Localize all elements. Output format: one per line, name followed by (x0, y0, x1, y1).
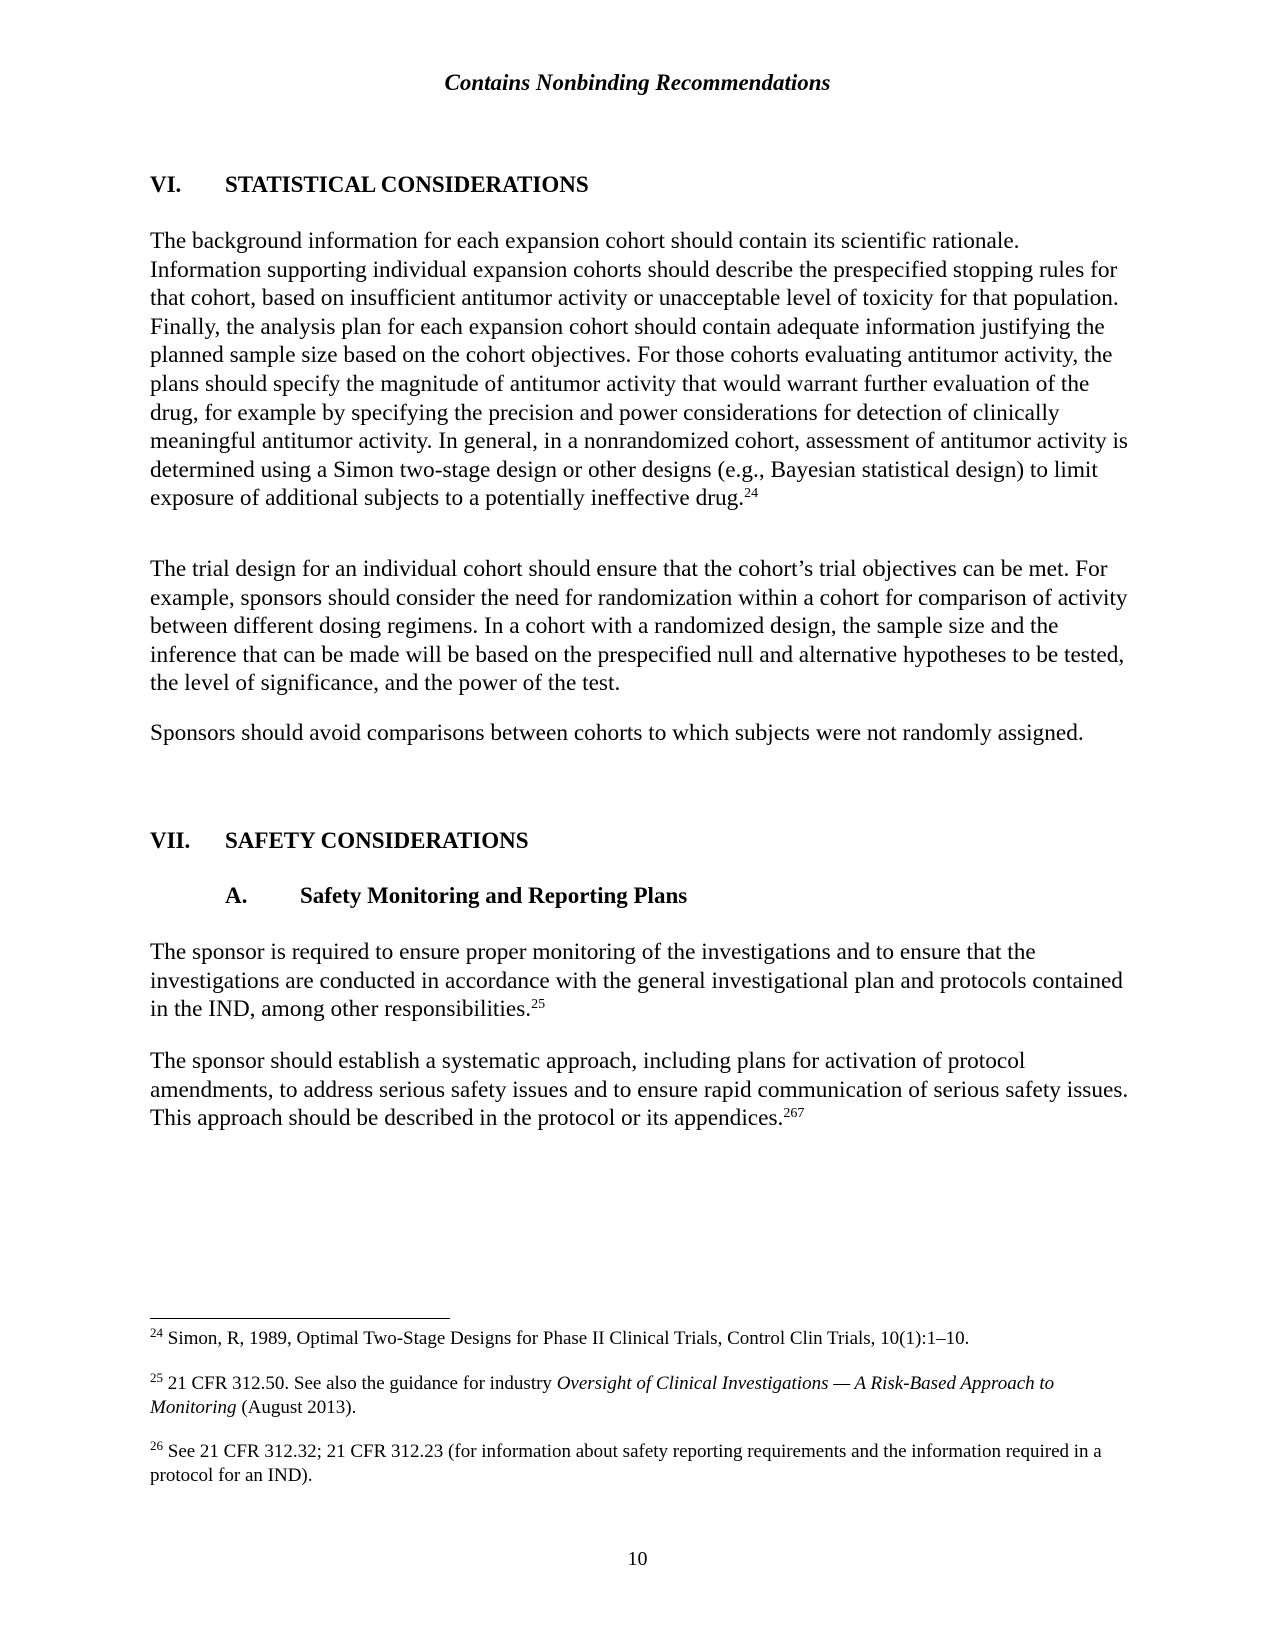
footnote-26-text: See 21 CFR 312.32; 21 CFR 312.23 (for information about safety reporting requirements and the information required in a protocol for an IND). (150, 1441, 1102, 1486)
footnote-ref-267[interactable]: 267 (783, 1106, 805, 1122)
page-number: 10 (627, 1548, 648, 1570)
section-7-paragraph-1 (150, 938, 1130, 1024)
footnote-25-text-pre: 21 CFR 312.50. See also the guidance for industry (163, 1373, 557, 1394)
footnote-24-marker: 24 (150, 1325, 163, 1340)
footnote-25 (150, 1372, 1140, 1420)
footnote-25-marker: 25 (150, 1370, 163, 1385)
section-7-title: SAFETY CONSIDERATIONS (225, 828, 529, 853)
footnote-25-guidance-title: Oversight of Clinical Investigations — A Risk-Based Approach to Monitoring (150, 1373, 1055, 1418)
footnote-26-marker: 26 (150, 1438, 163, 1453)
footnote-26 (150, 1440, 1140, 1488)
section-6-heading (150, 172, 589, 198)
section-7a-heading (225, 883, 687, 909)
footnote-24 (150, 1327, 1140, 1351)
footnote-ref-25[interactable]: 25 (531, 997, 546, 1013)
section-7-heading (150, 828, 529, 854)
section-7-paragraph-2 (150, 1047, 1130, 1133)
section-7-paragraph-2-text: The sponsor should establish a systematic approach, including plans for activation of protocol amendments, to address serious safety issues and to ensure rapid communication of serious safety issues. This approach should be described in the protocol or its appendices. (150, 1048, 1129, 1132)
section-6-title: STATISTICAL CONSIDERATIONS (225, 172, 589, 197)
section-6-paragraph-1-text: The background information for each expansion cohort should contain its scientific rationale. Information supporting individual expansion cohorts should describe the prespecified stopping rules for that cohort, based on insufficient antitumor activity or unacceptable level of toxicity for that population. Finally, the analysis plan for each expansion cohort should contain adequate information justifying the planned sample size based on the cohort objectives. For those cohorts evaluating antitumor activity, the plans should specify the magnitude of antitumor activity that would warrant further evaluation of the drug, for example by specifying the precision and power considerations for detection of clinically meaningful antitumor activity. In general, in a nonrandomized cohort, assessment of antitumor activity is determined using a Simon two-stage design or other designs (e.g., Bayesian statistical design) to limit exposure of additional subjects to a potentially ineffective drug. (150, 228, 1128, 512)
section-7-paragraph-1-text: The sponsor is required to ensure proper monitoring of the investigations and to ensure that the investigations are conducted in accordance with the general investigational plan and protocols contained in the IND, among other responsibilities. (150, 939, 1123, 1023)
section-6-paragraph-2: The trial design for an individual cohort should ensure that the cohort’s trial objectives can be met. For example, sponsors should consider the need for randomization within a cohort for comparison of activity between different dosing regimens. In a cohort with a randomized design, the sample size and the inference that can be made will be based on the prespecified null and alternative hypotheses to be tested, the level of significance, and the power of the test. (150, 556, 1128, 697)
section-6-paragraph-1 (150, 227, 1130, 513)
section-7a-title: Safety Monitoring and Reporting Plans (300, 883, 688, 908)
section-7a-number: A. (225, 883, 248, 908)
section-6-paragraph-3: Sponsors should avoid comparisons between cohorts to which subjects were not randomly assigned. (150, 720, 1084, 746)
footnote-25-text-post: (August 2013). (236, 1397, 357, 1418)
section-7-number: VII. (150, 828, 191, 853)
footnote-24-text: Simon, R, 1989, Optimal Two-Stage Designs for Phase II Clinical Trials, Control Clin Trials, 10(1):1–10. (163, 1328, 970, 1349)
page-header: Contains Nonbinding Recommendations (444, 70, 831, 95)
footnote-separator (150, 1318, 450, 1319)
section-6-number: VI. (150, 172, 182, 197)
footnote-ref-24[interactable]: 24 (744, 486, 759, 502)
